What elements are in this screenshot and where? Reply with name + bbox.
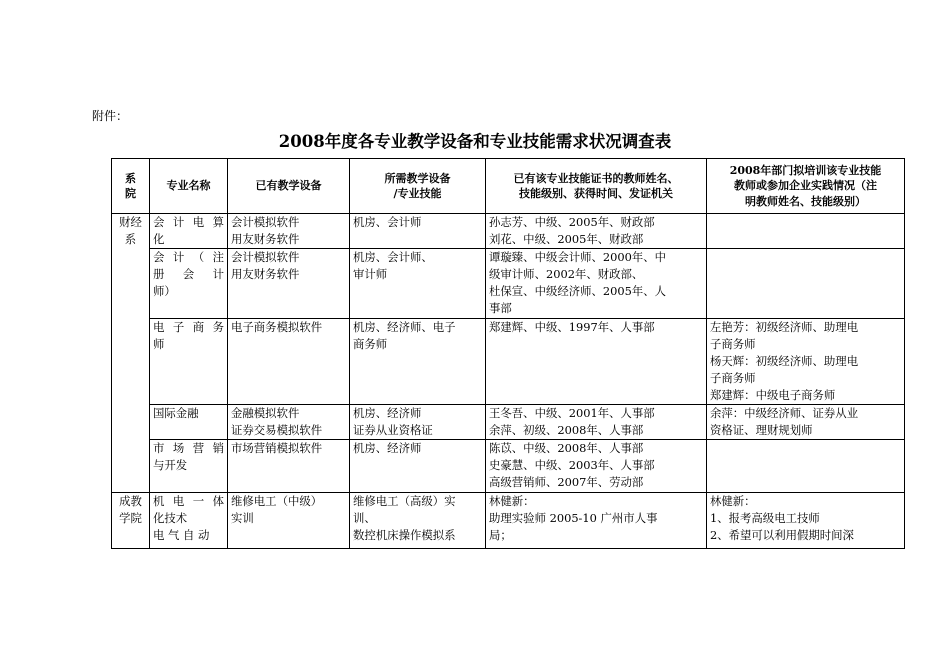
existing-equipment-cell	[228, 249, 350, 319]
cell-line: 高级营销师、2007年、劳动部	[489, 475, 644, 489]
cell-line: 国际金融	[153, 406, 199, 420]
cell-line: 机房、经济师、电子	[353, 320, 456, 334]
cell-line: 系	[124, 232, 137, 246]
major-cell	[150, 493, 228, 549]
cell-line: 用友财务软件	[231, 232, 300, 246]
cell-line: 明教师姓名、技能级别）	[745, 194, 866, 208]
dept-cell	[112, 214, 150, 493]
cell-line: 市场营销模拟软件	[231, 441, 323, 455]
cell-line: 余萍：中级经济师、证券从业	[710, 406, 859, 420]
header-dept	[112, 159, 150, 214]
cell-line: 师）	[153, 284, 176, 298]
training-plan-cell	[707, 440, 905, 493]
cell-line: 学院	[119, 511, 142, 525]
cell-line: 助理实验师 2005-10 广州市人事	[489, 511, 658, 525]
cell-line: 成教	[119, 494, 142, 508]
needed-equipment-cell	[350, 249, 486, 319]
cell-line: 技能级别、获得时间、发证机关	[519, 187, 673, 200]
cell-line: 维修电工（中级）	[231, 494, 323, 508]
cell-line: 电 气 自 动	[153, 528, 210, 542]
header-training-plan	[707, 159, 905, 214]
existing-equipment-cell	[228, 319, 350, 405]
certified-teachers-cell	[486, 405, 707, 440]
needed-equipment-cell	[350, 319, 486, 405]
training-plan-cell	[707, 319, 905, 405]
cell-line: 机房、经济师	[353, 441, 422, 455]
cell-line: 林健新：	[710, 494, 756, 508]
cell-line: 杜保宣、中级经济师、2005年、人	[489, 284, 667, 298]
cell-line: 郑建辉：中级电子商务师	[710, 388, 836, 402]
cell-line: 左艳芳：初级经济师、助理电	[710, 320, 859, 334]
cell-line: 证券从业资格证	[353, 423, 433, 437]
major-cell	[150, 249, 228, 319]
training-plan-cell	[707, 214, 905, 249]
cell-line: 子商务师	[710, 337, 756, 351]
existing-equipment-cell	[228, 214, 350, 249]
existing-equipment-cell	[228, 440, 350, 493]
header-needed-equipment	[350, 159, 486, 214]
cell-line: 局；	[489, 528, 512, 542]
attachment-label: 附件：	[92, 109, 129, 123]
table-row	[112, 405, 905, 440]
cell-line: 电 子 商 务	[153, 320, 224, 334]
training-plan-cell	[707, 405, 905, 440]
major-cell	[150, 214, 228, 249]
needed-equipment-cell	[350, 493, 486, 549]
certified-teachers-cell	[486, 493, 707, 549]
cell-line: 谭璇臻、中级会计师、2000年、中	[489, 250, 667, 264]
needed-equipment-cell	[350, 440, 486, 493]
certified-teachers-cell	[486, 214, 707, 249]
cell-line: 专业名称	[166, 179, 211, 193]
needed-equipment-cell	[350, 405, 486, 440]
cell-line: 院	[125, 187, 136, 200]
table-row	[112, 319, 905, 405]
cell-line: 审计师	[353, 267, 388, 281]
training-plan-cell	[707, 249, 905, 319]
cell-line: 会 计 （ 注	[153, 250, 224, 264]
cell-line: 实训	[231, 511, 254, 525]
certified-teachers-cell	[486, 440, 707, 493]
table-row	[112, 249, 905, 319]
cell-line: 教师或参加企业实践情况（注	[734, 179, 877, 193]
existing-equipment-cell	[228, 493, 350, 549]
cell-line: 系	[125, 171, 136, 185]
cell-line: 化	[153, 232, 165, 246]
cell-line: 证券交易模拟软件	[231, 423, 323, 437]
cell-line: 子商务师	[710, 371, 756, 385]
cell-line: 数控机床操作模拟系	[353, 528, 456, 542]
survey-table	[111, 158, 905, 549]
cell-line: 资格证、理财规划师	[710, 423, 813, 437]
cell-line: 金融模拟软件	[231, 406, 300, 420]
cell-line: 会 计 电 算	[153, 215, 224, 229]
cell-line: 级审计师、2002年、财政部、	[489, 267, 644, 281]
cell-line: 会计模拟软件	[231, 250, 300, 264]
table-row	[112, 440, 905, 493]
major-cell	[150, 319, 228, 405]
cell-line: 所需教学设备	[384, 171, 451, 185]
training-plan-cell	[707, 493, 905, 549]
cell-line: 已有该专业技能证书的教师姓名、	[513, 171, 679, 185]
cell-line: 机房、会计师、	[353, 250, 433, 264]
header-row	[112, 159, 905, 214]
header-existing-equipment	[228, 159, 350, 214]
cell-line: 册 会 计	[153, 267, 224, 281]
cell-line: 会计模拟软件	[231, 215, 300, 229]
cell-line: 机房、会计师	[353, 215, 422, 229]
cell-line: 余萍、初级、2008年、人事部	[489, 423, 644, 437]
cell-line: 王冬吾、中级、2001年、人事部	[489, 406, 655, 420]
cell-line: /专业技能	[393, 187, 442, 200]
cell-line: 刘花、中级、2005年、财政部	[489, 232, 644, 246]
cell-line: 郑建辉、中级、1997年、人事部	[489, 320, 655, 334]
cell-line: 师	[153, 337, 165, 351]
cell-line: 机房、经济师	[353, 406, 422, 420]
cell-line: 用友财务软件	[231, 267, 300, 281]
document-title: 2008年度各专业教学设备和专业技能需求状况调查表	[278, 132, 672, 151]
needed-equipment-cell	[350, 214, 486, 249]
major-cell	[150, 440, 228, 493]
cell-line: 与开发	[153, 458, 188, 472]
table-row	[112, 493, 905, 549]
cell-line: 1、报考高级电工技师	[710, 511, 820, 525]
cell-line: 训、	[353, 511, 376, 525]
cell-line: 2008年部门拟培训该专业技能	[729, 163, 882, 177]
cell-line: 商务师	[353, 337, 388, 351]
cell-line: 财经	[119, 215, 142, 229]
certified-teachers-cell	[486, 319, 707, 405]
certified-teachers-cell	[486, 249, 707, 319]
cell-line: 维修电工（高级）实	[353, 494, 456, 508]
cell-line: 化技术	[153, 511, 188, 525]
cell-line: 孙志芳、中级、2005年、财政部	[489, 215, 655, 229]
cell-line: 市 场 营 销	[153, 441, 224, 455]
cell-line: 机 电 一 体	[153, 494, 224, 508]
cell-line: 2、希望可以利用假期时间深	[710, 528, 854, 542]
cell-line: 杨天辉：初级经济师、助理电	[710, 354, 859, 368]
cell-line: 已有教学设备	[255, 179, 322, 193]
header-certified-teachers	[486, 159, 707, 214]
major-cell	[150, 405, 228, 440]
table-row	[112, 214, 905, 249]
cell-line: 林健新：	[489, 494, 535, 508]
cell-line: 电子商务模拟软件	[231, 320, 323, 334]
dept-cell	[112, 493, 150, 549]
cell-line: 陈苡、中级、2008年、人事部	[489, 441, 644, 455]
existing-equipment-cell	[228, 405, 350, 440]
cell-line: 事部	[489, 301, 512, 315]
header-major	[150, 159, 228, 214]
cell-line: 史豪慧、中级、2003年、人事部	[489, 458, 655, 472]
